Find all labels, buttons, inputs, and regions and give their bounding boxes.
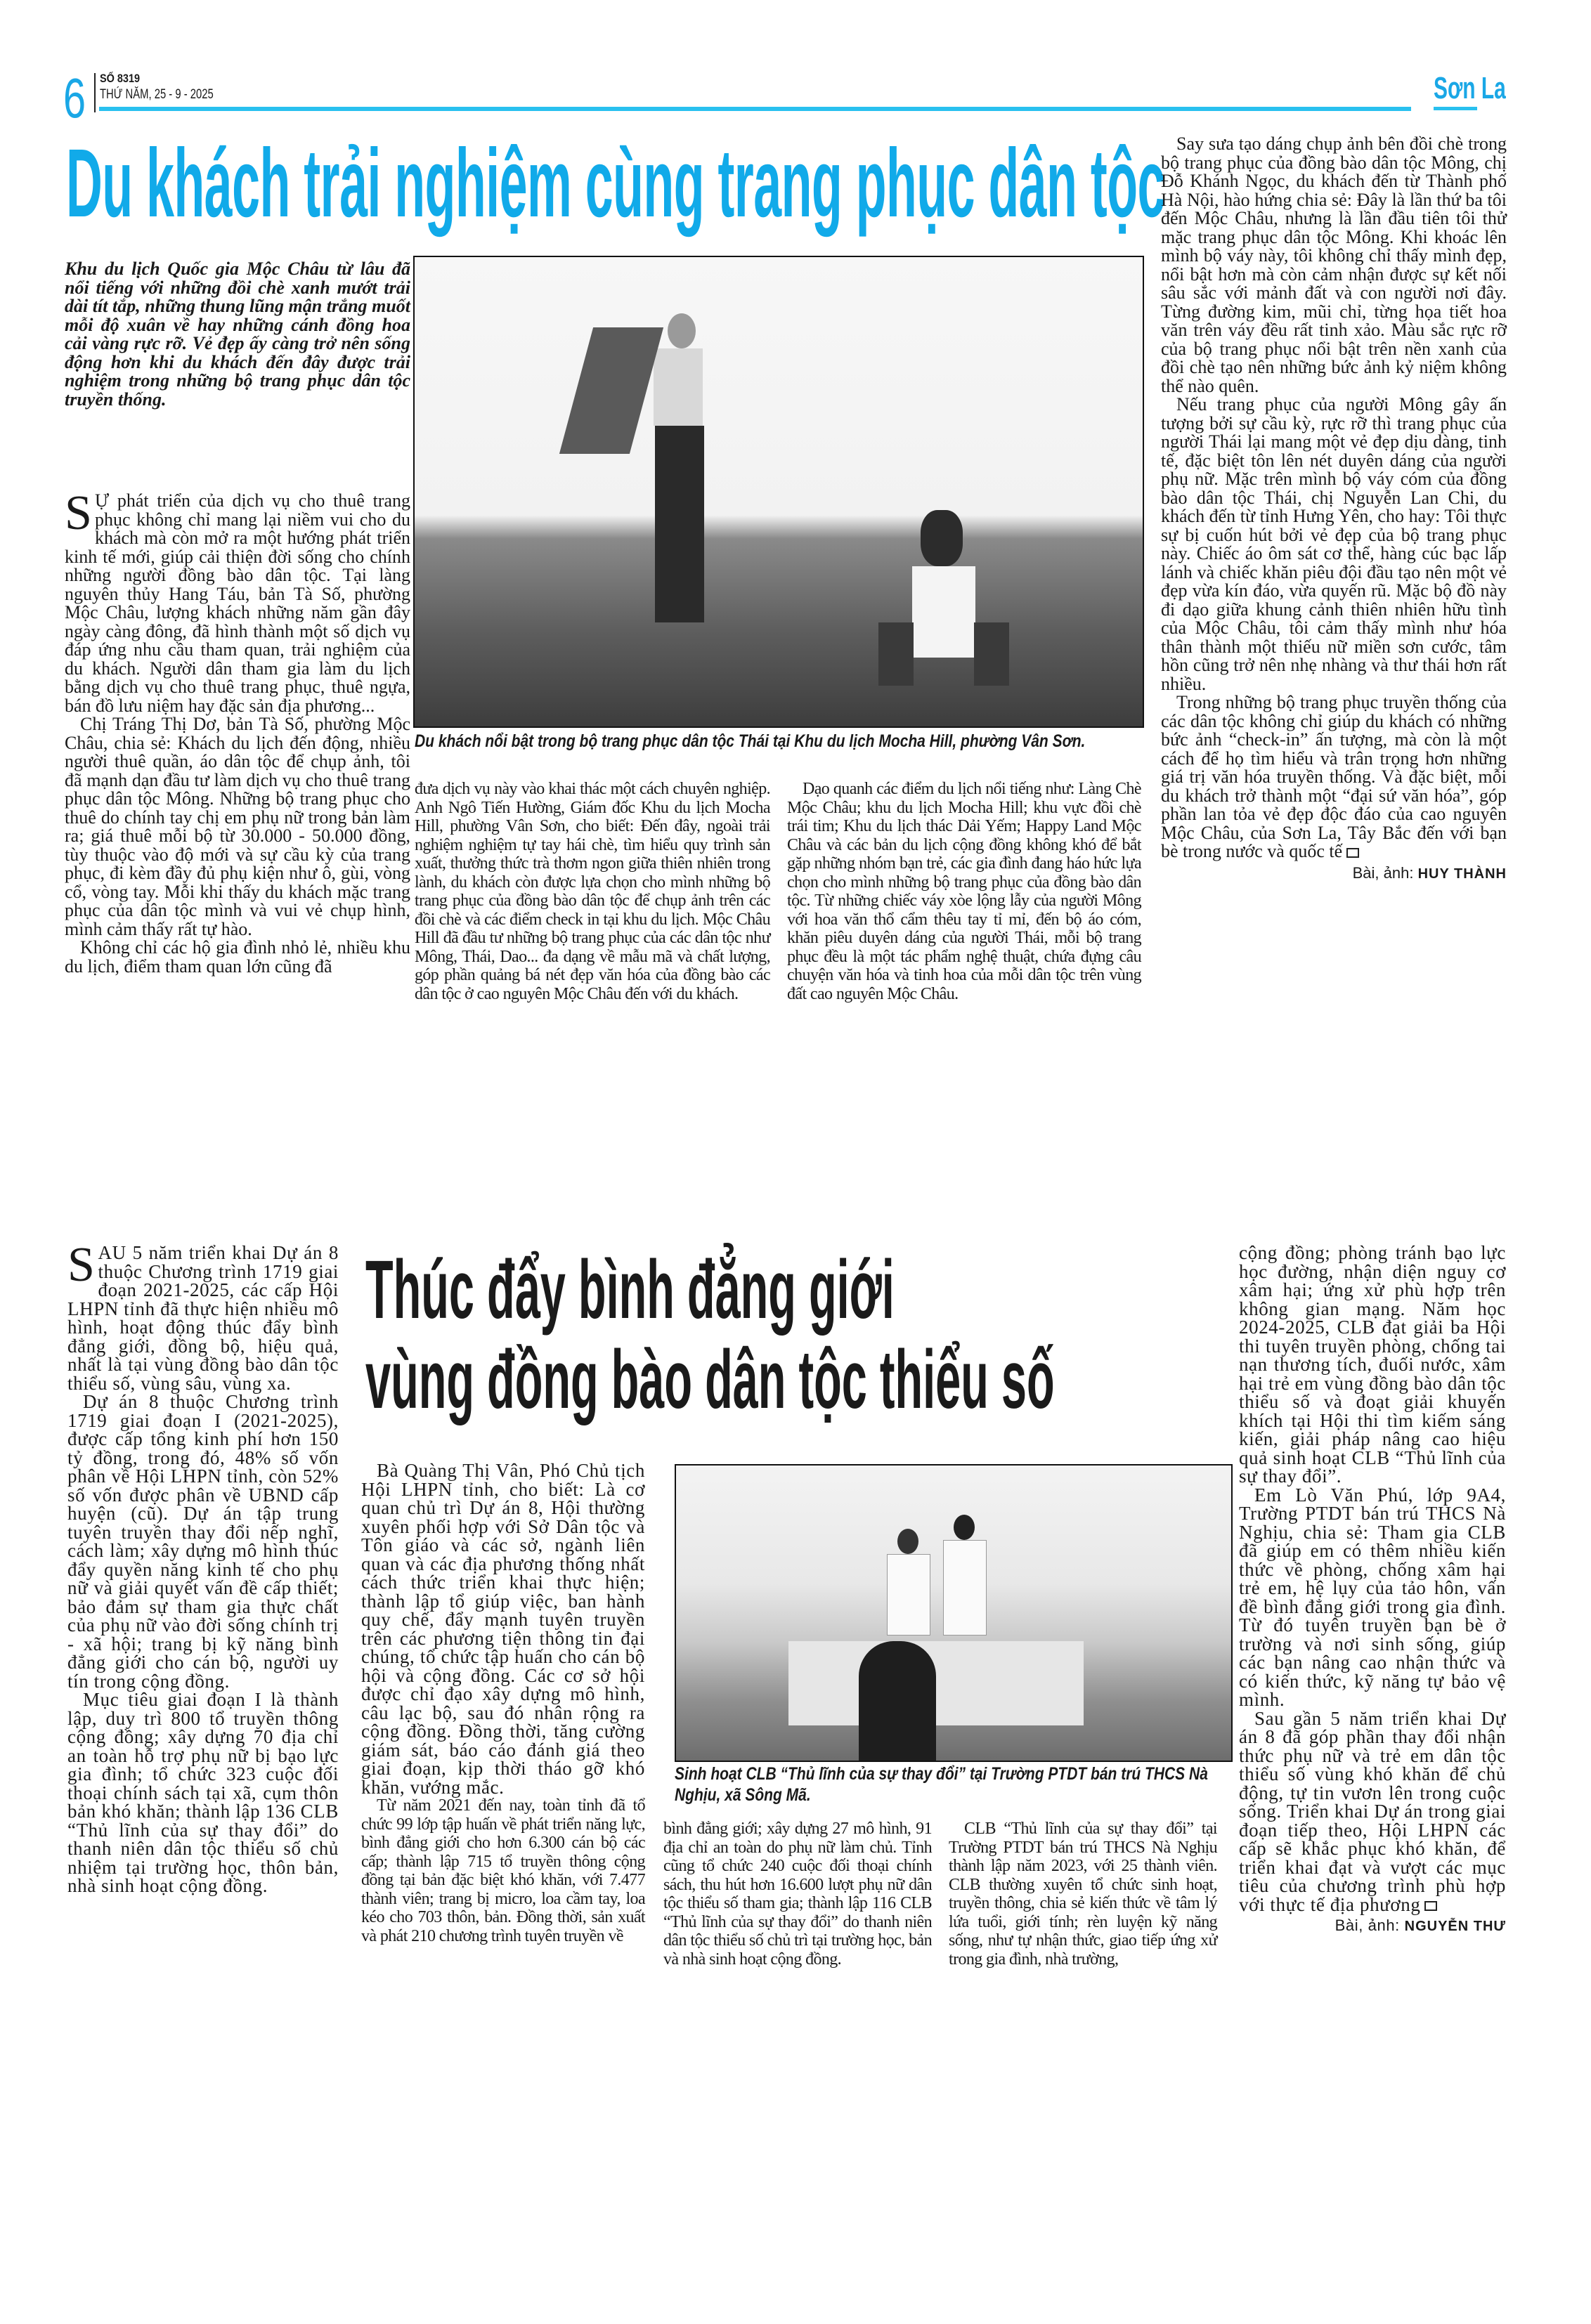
article-2-column-4 — [949, 1820, 1217, 1969]
page-number-divider — [94, 73, 96, 112]
article-1-column-2 — [415, 780, 770, 1003]
issue-date: THỨ NĂM, 25 - 9 - 2025 — [100, 87, 214, 102]
article-2-column-5 — [1239, 1243, 1506, 1936]
article-1-headline: Du khách trải nghiệm cùng trang phục dân tộc — [66, 129, 1165, 237]
paragraph: Không chỉ các hộ gia đình nhỏ lẻ, nhiều khu du lịch, điểm tham quan lớn cũng đã — [65, 937, 410, 977]
article-1-column-1 — [65, 486, 410, 977]
article-2-photo — [675, 1464, 1233, 1762]
paragraph: Từ năm 2021 đến nay, toàn tỉnh đã tổ chức 99 lớp tập huấn về phát triển năng lực, bình đẳng giới cho hơn 6.300 cán bộ các cấp; thành lập 715 tổ truyền thông cộng đồng tại bản đặc biệt khó khăn, với 7.477 thành viên; trang bị micro, loa cầm tay, loa kéo cho 703 thôn, bản. Đồng thời, sản xuất và phát 210 chương trình tuyên truyền về — [361, 1796, 645, 1945]
dancer-figure — [625, 313, 710, 622]
paragraph: Sau gần 5 năm triển khai Dự án 8 đã góp phần thay đổi nhận thức phụ nữ và trẻ em dân tộc thiểu số vùng khó khăn để chủ động, tự tin vươn lên trong cuộc sống. Triển khai Dự án trong giai đoạn tiếp theo, Hội LHPN các cấp sẽ khắc phục khó khăn, để triển khai đạt và vượt các mục tiêu của chương trình phù hợp với thực tế địa phương — [1239, 1707, 1506, 1915]
paragraph: cộng đồng; phòng tránh bạo lực học đường, nhận diện nguy cơ xâm hại; ứng xử phù hợp trên không gian mạng. Năm học 2024-2025, CLB đạt giải ba Hội thi tuyên truyền phòng, chống tai nạn thương tích, đuối nước, xâm hại trẻ em vùng đồng bào dân tộc thiểu số và đoạt giải khuyến khích tại Hội thi tìm kiếm sáng kiến, giải pháp nâng cao hiệu quả sinh hoạt CLB “Thủ lĩnh của sự thay đổi”. — [1239, 1242, 1506, 1487]
table — [788, 1641, 1084, 1725]
article-2-byline — [1239, 1917, 1506, 1936]
byline-author: HUY THÀNH — [1417, 866, 1507, 882]
paragraph: Say sưa tạo dáng chụp ảnh bên đồi chè trong bộ trang phục của đồng bào dân tộc Mông, chị Đỗ Khánh Ngọc, du khách đến từ Thành phố Hà Nội, hào hứng chia sẻ: Đây là lần thứ ba tôi đến Mộc Châu, nhưng là lần đầu tiên tôi thử mặc trang phục dân tộc Mông. Khi khoác lên mình bộ váy này, tôi không chỉ thấy mình đẹp, nổi bật hơn mà còn cảm nhận được sự kết nối sâu sắc với mảnh đất và con người nơi đây. Từng đường kim, mũi chỉ, từng họa tiết hoa văn trên váy đều rất tinh xảo. Màu sắc rực rỡ của bộ trang phục nổi bật trên nền xanh của đồi chè tạo nên những bức ảnh kỷ niệm không thể nào quên. — [1161, 133, 1507, 396]
paragraph: Chị Tráng Thị Dơ, bản Tà Số, phường Mộc Châu, chia sẻ: Khách du lịch đến động, nhiều người thuê quần, áo dân tộc để chụp ảnh, tôi đã mạnh dạn đầu tư làm dịch vụ cho thuê trang phục dân tộc Mông. Những bộ trang phục cho thuê do chính tay chị em phụ nữ trong bản làm ra; giá thuê mỗi bộ từ 30.000 - 50.000 đồng, tùy thuộc vào độ mới và sự cầu kỳ của trang phục, đi kèm đầy đủ phụ kiện như ô, gùi, vòng cổ, vòng tay. Mỗi khi thấy du khách mặc trang phục của dân tộc mình và vui vẻ chụp hình, mình cảm thấy rất tự hào. — [65, 714, 410, 939]
article-2-column-2 — [361, 1461, 645, 1945]
article-1-dropcap: S — [65, 486, 92, 540]
paragraph: Nếu trang phục của người Mông gây ấn tượng bởi sự cầu kỳ, rực rỡ thì trang phục của người Thái lại mang một vẻ đẹp dịu dàng, tinh tế, đặc biệt tôn lên nét duyên dáng của người phụ nữ. Mặc trên mình bộ váy cóm của đồng bào dân tộc Thái, chị Nguyễn Lan Chi, du khách đến từ tỉnh Hưng Yên, cho hay: Tôi thực sự bị cuốn hút bởi vẻ đẹp của bộ trang phục này. Chiếc áo ôm sát cơ thể, hàng cúc bạc lấp lánh và chiếc khăn piêu đội đầu tạo nên một vẻ đẹp vừa kín đáo, vừa quyến rũ. Mặc bộ đồ này đi dạo giữa khung cảnh thiên nhiên hữu tình của Mộc Châu, tôi cảm thấy mình như hóa thân thành một thiếu nữ miền sơn cước, tâm hồn cũng trở nên nhẹ nhàng và thư thái hơn rất nhiều. — [1161, 394, 1507, 694]
headline-line-1: Thúc đẩy bình đẳng giới — [365, 1243, 895, 1336]
student-standing-figure — [943, 1515, 985, 1634]
issue-number: SỐ 8319 — [100, 72, 141, 85]
paragraph: Ự phát triển của dịch vụ cho thuê trang phục không chỉ mang lại niềm vui cho du khách mà còn mở ra một hướng phát triển kinh tế mới, giúp cải thiện đời sống cho chính những người đồng bào dân tộc. Tại làng nguyên thủy Hang Táu, bản Tà Số, phường Mộc Châu, lượng khách những năm gần đây ngày càng đông, đã hình thành một số dịch vụ đáp ứng nhu cầu tham quan, trải nghiệm của du khách. Người dân tham gia làm du lịch bằng dịch vụ cho thuê trang phục, thuê ngựa, bán đồ lưu niệm hay đặc sản địa phương... — [65, 490, 410, 716]
headline-line-2: vùng đồng bào dân tộc thiểu số — [365, 1333, 1055, 1426]
header-rule — [99, 107, 1411, 111]
paragraph: Mục tiêu giai đoạn I là thành lập, duy trì 800 tổ truyền thông cộng đồng; xây dựng 70 địa chỉ an toàn hỗ trợ phụ nữ bị bạo lực gia đình; tổ chức 323 cuộc đối thoại chính sách tại xã, cụm thôn bản khó khăn; thành lập 136 CLB “Thủ lĩnh của sự thay đổi” do thanh niên dân tộc thiểu số chủ nhiệm tại trường học, thôn bản, nhà sinh hoạt cộng đồng. — [67, 1689, 339, 1896]
article-2-headline — [365, 1245, 1055, 1425]
article-1-byline — [1161, 864, 1507, 884]
teacher-figure — [887, 1529, 929, 1634]
paragraph: Em Lò Văn Phú, lớp 9A4, Trường PTDT bán trú THCS Nà Nghịu, chia sẻ: Tham gia CLB đã giúp em có thêm nhiều kiến thức về phòng, chống xâm hại trẻ em, hệ lụy của tảo hôn, vấn đề bình đẳng giới trong gia đình. Từ đó tuyên truyền bạn bè ở trường và nơi sinh sống, giúp các bạn nâng cao nhận thức và có kiến thức, kỹ năng tự bảo vệ mình. — [1239, 1484, 1506, 1710]
byline-prefix: Bài, ảnh: — [1352, 863, 1414, 882]
article-2-column-1 — [67, 1238, 339, 1896]
article-1-column-4 — [1161, 135, 1507, 883]
seated-woman-figure — [878, 510, 1005, 728]
article-1-photo-caption: Du khách nổi bật trong bộ trang phục dân tộc Thái tại Khu du lịch Mocha Hill, phường Vân Sơn. — [415, 731, 1086, 751]
paragraph: AU 5 năm triển khai Dự án 8 thuộc Chương trình 1719 giai đoạn 2021-2025, các cấp Hội LHPN tỉnh đã thực hiện nhiều mô hình, hoạt động thúc đẩy bình đẳng giới, đồng bộ, hiệu quả, nhất là tại vùng đồng bào dân tộc thiểu số, vùng sâu, vùng xa. — [67, 1242, 339, 1394]
article-1-column-3 — [787, 780, 1141, 1003]
article-2-column-3 — [663, 1820, 932, 1969]
paragraph: đưa dịch vụ này vào khai thác một cách chuyên nghiệp. Anh Ngô Tiến Hường, Giám đốc Khu du lịch Mocha Hill, phường Vân Sơn, cho biết: Đến đây, ngoài trải nghiệm nghiệm tự tay hái chè, tìm hiểu quy trình sản xuất, thưởng thức trà thơm ngon giữa thiên nhiên trong lành, du khách còn được lựa chọn cho mình những bộ trang phục của đồng bào dân tộc để chụp ảnh trên các đồi chè và các điểm check in tại khu du lịch. Mộc Châu Hill đã đầu tư những bộ trang phục của các dân tộc như Mông, Thái, Dao... đa dạng về mẫu mã và chất lượng, góp phần quảng bá nét đẹp văn hóa của đồng bào các dân tộc ở cao nguyên Mộc Châu đến với du khách. — [415, 780, 770, 1003]
paragraph: CLB “Thủ lĩnh của sự thay đổi” tại Trường PTDT bán trú THCS Nà Nghịu thành lập năm 2023, với 25 thành viên. CLB thường xuyên tổ chức sinh hoạt, truyền thông, chia sẻ kiến thức về tâm lý lứa tuổi, giới tính; rèn luyện kỹ năng sống, như tự nhận thức, giao tiếp ứng xử trong gia đình, nhà trường, — [949, 1820, 1217, 1969]
byline-prefix: Bài, ảnh: — [1335, 1917, 1400, 1934]
article-1-photo — [413, 256, 1144, 728]
paragraph: Dạo quanh các điểm du lịch nổi tiếng như: Làng Chè Mộc Châu; khu du lịch Mocha Hill; khu vực đồi chè trái tim; Khu du lịch thác Dải Yếm; Happy Land Mộc Châu và các bản du lịch cộng đồng không khó để bắt gặp những nhóm bạn trẻ, các gia đình đang háo hức lựa chọn cho mình những bộ trang phục của đồng bào dân tộc. Từ những chiếc váy xòe lộng lẫy của người Mông với hoa văn thổ cẩm thêu tay tỉ mỉ, đến bộ áo cóm, khăn piêu duyên dáng của người Thái, mỗi bộ trang phục đều là một tác phẩm nghệ thuật, chứa đựng câu chuyện văn hóa và tinh hoa của mỗi dân tộc trên vùng đất cao nguyên Mộc Châu. — [787, 780, 1141, 1003]
student-back-figure — [859, 1641, 936, 1761]
paragraph: bình đẳng giới; xây dựng 27 mô hình, 91 địa chỉ an toàn do phụ nữ làm chủ. Tỉnh cũng tổ chức 240 cuộc đối thoại chính sách, thu hút hơn 16.600 lượt phụ nữ dân tộc thiểu số tham gia; thành lập 116 CLB “Thủ lĩnh của sự thay đổi” do thanh niên dân tộc thiểu số chủ trì tại trường học, bản và nhà sinh hoạt cộng đồng. — [663, 1820, 932, 1969]
end-mark-icon — [1424, 1901, 1437, 1911]
paragraph: Dự án 8 thuộc Chương trình 1719 giai đoạn I (2021-2025), được cấp tổng kinh phí hơn 150 tỷ đồng, trong đó, 48% số vốn phân về Hội LHPN tỉnh, còn 52% số vốn được phân về UBND cấp huyện (cũ). Dự án tập trung tuyên truyền thay đổi nếp nghĩ, cách làm; xây dựng mô hình thúc đẩy quyền năng kinh tế cho phụ nữ và giải quyết vấn đề cấp thiết; bảo đảm sự tham gia thực chất của phụ nữ vào đời sống chính trị - xã hội; trang bị kỹ năng bình đẳng giới cho cán bộ, người uy tín trong cộng đồng. — [67, 1391, 339, 1692]
byline-author: NGUYỄN THƯ — [1404, 1919, 1506, 1934]
page-number: 6 — [63, 67, 86, 129]
article-1-lead: Khu du lịch Quốc gia Mộc Châu từ lâu đã nổi tiếng với những đồi chè xanh mướt trải dài tít tắp, những thung lũng mận trắng muốt mỗi độ xuân về hay những cánh đồng hoa cải vàng rực rỡ. Vẻ đẹp ấy càng trở nên sống động hơn khi du khách đến đây được trải nghiệm trong những bộ trang phục dân tộc truyền thống. — [65, 259, 410, 410]
section-rule — [1434, 107, 1477, 110]
end-mark-icon — [1346, 848, 1359, 858]
article-2-dropcap: S — [67, 1238, 96, 1292]
section-name: Sơn La — [1434, 71, 1506, 105]
paragraph: Bà Quàng Thị Vân, Phó Chủ tịch Hội LHPN tỉnh, cho biết: Là cơ quan chủ trì Dự án 8, Hội thường xuyên phối hợp với Sở Dân tộc và Tôn giáo và các sở, ngành liên quan và các địa phương thống nhất cách thức triển khai thực hiện; thành lập tổ giúp việc, ban hành quy chế, đẩy mạnh tuyên truyền trên các phương tiện thông tin đại chúng, tổ chức tập huấn cho cán bộ hội và cộng đồng. Các cơ sở hội được chỉ đạo xây dựng mô hình, câu lạc bộ, sau đó nhân rộng ra cộng đồng. Đồng thời, tăng cường giám sát, báo cáo đánh giá theo giai đoạn, kịp thời tháo gỡ khó khăn, vướng mắc. — [361, 1460, 645, 1798]
article-2-photo-caption: Sinh hoạt CLB “Thủ lĩnh của sự thay đổi” tại Trường PTDT bán trú THCS Nà Nghịu, xã Sông Mã. — [675, 1764, 1208, 1805]
paragraph: Trong những bộ trang phục truyền thống của các dân tộc không chỉ giúp du khách có những bức ảnh “check-in” ấn tượng, mà còn là một cách để họ tìm hiểu và trân trọng hơn những giá trị văn hóa truyền thống. Và đặc biệt, mỗi du khách trở thành một “đại sứ văn hóa”, góp phần lan tỏa vẻ đẹp độc đáo của cao nguyên Mộc Châu, của Sơn La, Tây Bắc đến với bạn bè trong nước và quốc tế — [1161, 692, 1507, 861]
